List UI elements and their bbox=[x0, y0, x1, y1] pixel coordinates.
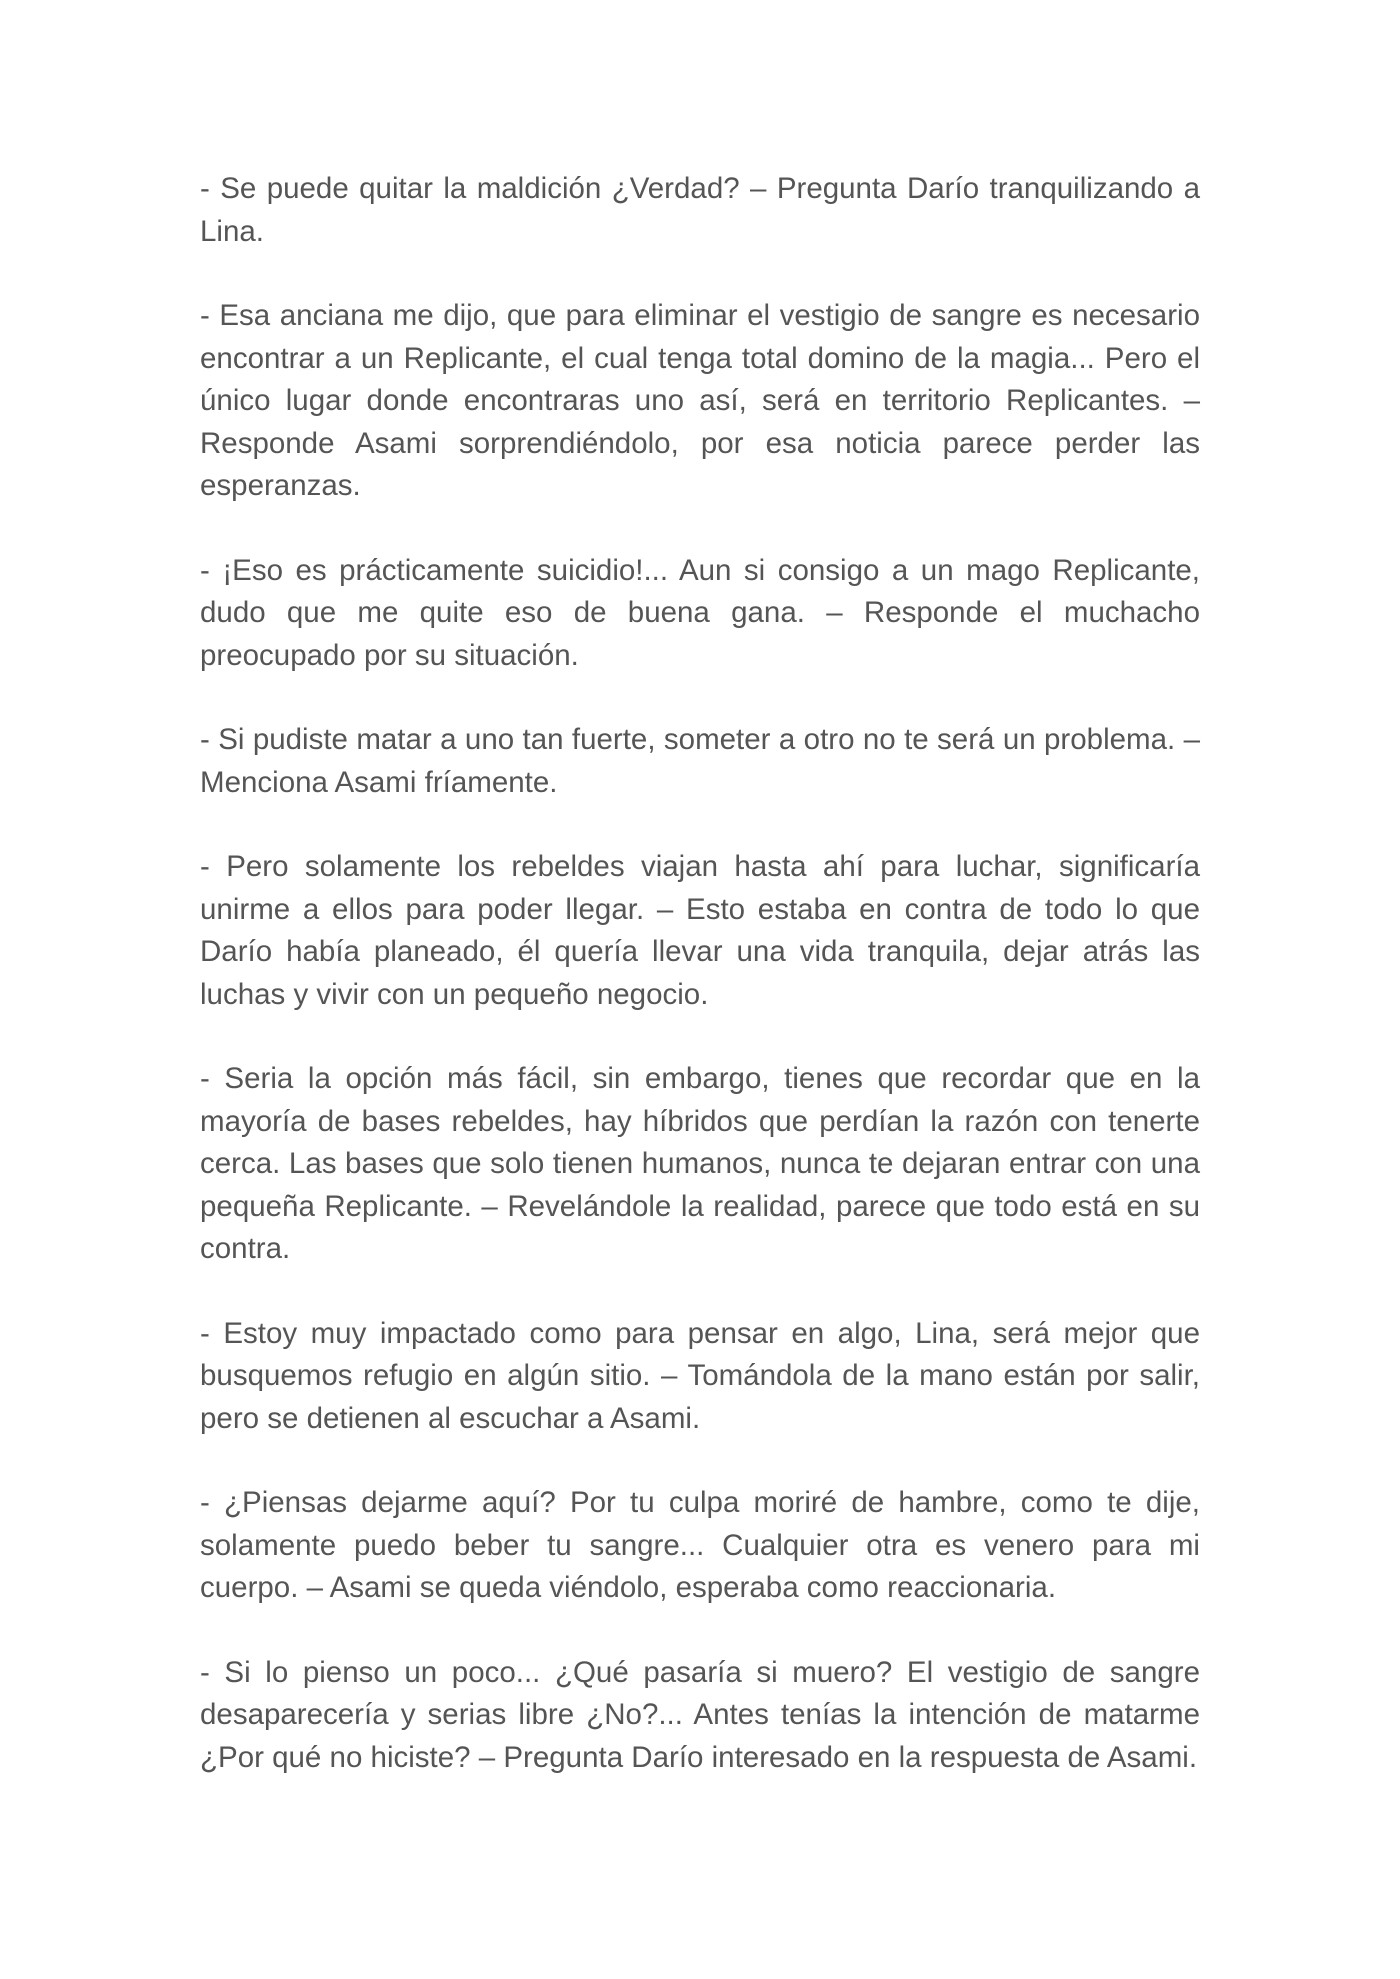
dialogue-paragraph: - Si pudiste matar a uno tan fuerte, someter a otro no te será un problema. – Menciona Asami fríamente. bbox=[200, 723, 1200, 799]
dialogue-paragraph: - Se puede quitar la maldición ¿Verdad? – Pregunta Darío tranquilizando a Lina. bbox=[200, 172, 1200, 248]
document-page bbox=[200, 168, 1200, 1821]
dialogue-paragraph: - Estoy muy impactado como para pensar en algo, Lina, será mejor que busquemos refugio en algún sitio. – Tomándola de la mano están por salir, pero se detienen al escuchar a Asami. bbox=[200, 1316, 1200, 1435]
dialogue-paragraph: - Seria la opción más fácil, sin embargo, tienes que recordar que en la mayoría de bases rebeldes, hay híbridos que perdían la razón con tenerte cerca. Las bases que solo tienen humanos, nunca te dejaran entrar con una pequeña Replicante. – Revelándole la realidad, parece que todo está en su contra. bbox=[200, 1062, 1200, 1265]
dialogue-paragraph: - Pero solamente los rebeldes viajan hasta ahí para luchar, significaría unirme a ellos para poder llegar. – Esto estaba en contra de todo lo que Darío había planeado, él quería llevar una vida tranquila, dejar atrás las luchas y vivir con un pequeño negocio. bbox=[200, 850, 1200, 1011]
dialogue-paragraph: - Esa anciana me dijo, que para eliminar el vestigio de sangre es necesario encontrar a un Replicante, el cual tenga total domino de la magia... Pero el único lugar donde encontraras uno así, será en territorio Replicantes. – Responde Asami sorprendiéndolo, por esa noticia parece perder las esperanzas. bbox=[200, 299, 1200, 502]
dialogue-paragraph: - ¿Piensas dejarme aquí? Por tu culpa moriré de hambre, como te dije, solamente puedo beber tu sangre... Cualquier otra es venero para mi cuerpo. – Asami se queda viéndolo, esperaba como reaccionaria. bbox=[200, 1486, 1200, 1604]
dialogue-paragraph: - Si lo pienso un poco... ¿Qué pasaría si muero? El vestigio de sangre desaparecería y serias libre ¿No?... Antes tenías la intención de matarme ¿Por qué no hiciste? – Pregunta Darío interesado en la respuesta de Asami. bbox=[200, 1655, 1200, 1774]
dialogue-paragraph: - ¡Eso es prácticamente suicidio!... Aun si consigo a un mago Replicante, dudo que me quite eso de buena gana. – Responde el muchacho preocupado por su situación. bbox=[200, 553, 1200, 672]
